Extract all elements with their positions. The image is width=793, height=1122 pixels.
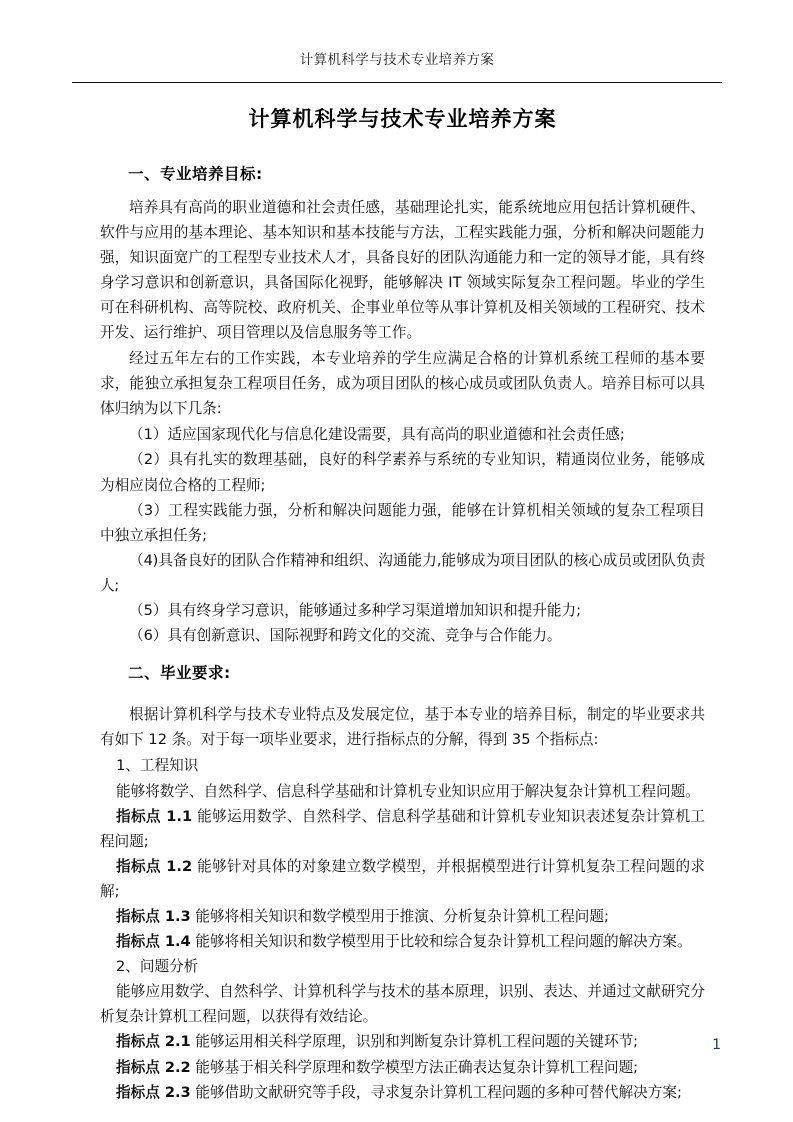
requirement-2-heading: 2、问题分析 <box>116 958 199 976</box>
indicator-2-2-text: 能够基于相关科学原理和数学模型方法正确表达复杂计算机工程问题; <box>195 1058 639 1076</box>
indicator-1-1 <box>100 804 705 854</box>
page-number: 1 <box>712 1037 721 1053</box>
header-divider <box>72 82 722 83</box>
indicator-1-2-label: 指标点 1.2 <box>116 857 193 875</box>
indicator-2-2-label: 指标点 2.2 <box>116 1058 191 1076</box>
indicator-1-4-label: 指标点 1.4 <box>116 933 191 951</box>
spacer <box>100 648 705 661</box>
indicator-1-4-text: 能够将相关知识和数学模型用于比较和综合复杂计算机工程问题的解决方案。 <box>195 933 692 951</box>
running-header-title: 计算机科学与技术专业培养方案 <box>299 52 495 68</box>
indicator-1-2-text: 能够针对具体的对象建立数学模型，并根据模型进行计算机复杂工程问题的求解; <box>100 857 706 900</box>
page-title: 计算机科学与技术专业培养方案 <box>248 107 557 131</box>
page-header <box>72 52 722 68</box>
spacer <box>100 694 705 702</box>
indicator-2-3 <box>100 1080 705 1105</box>
indicator-1-3 <box>100 904 705 929</box>
indicator-1-3-text: 能够将相关知识和数学模型用于推演、分析复杂计算机工程问题; <box>195 907 609 925</box>
section-heading-2: 二、毕业要求: <box>128 664 231 683</box>
indicator-2-1-text: 能够运用相关科学原理，识别和判断复杂计算机工程问题的关键环节; <box>195 1033 639 1051</box>
section2-intro: 根据计算机科学与技术专业特点及发展定位，基于本专业的培养目标，制定的毕业要求共有如下 12 条。对于每一项毕业要求，进行指标点的分解，得到 35 个指标点: <box>100 706 705 749</box>
document-body <box>100 104 705 1105</box>
requirement-2-description: 能够应用数学、自然科学、计算机科学与技术的基本原理，识别、表达、并通过文献研究分析复杂计算机工程问题，以获得有效结论。 <box>100 983 705 1026</box>
indicator-2-1-label: 指标点 2.1 <box>116 1033 191 1051</box>
goal-item-1: （1）适应国家现代化与信息化建设需要，具有高尚的职业道德和社会责任感; <box>129 426 625 444</box>
indicator-2-3-label: 指标点 2.3 <box>116 1083 191 1101</box>
requirement-1-description: 能够将数学、自然科学、信息科学基础和计算机专业知识应用于解决复杂计算机工程问题。 <box>116 782 700 800</box>
indicator-1-1-text: 能够运用数学、自然科学、信息科学基础和计算机专业知识表述复杂计算机工程问题; <box>100 807 706 850</box>
goal-item-5: （5）具有终身学习意识，能够通过多种学习渠道增加知识和提升能力; <box>129 602 582 620</box>
indicator-2-2 <box>100 1055 705 1080</box>
indicator-1-3-label: 指标点 1.3 <box>116 907 191 925</box>
goal-item-6: （6）具有创新意识、国际视野和跨文化的交流、竞争与合作能力。 <box>129 627 562 645</box>
indicator-1-4 <box>100 929 705 954</box>
indicator-2-3-text: 能够借助文献研究等手段，寻求复杂计算机工程问题的多种可替代解决方案; <box>195 1083 682 1101</box>
goal-item-2: （2）具有扎实的数理基础，良好的科学素养与系统的专业知识，精通岗位业务，能够成为相应岗位合格的工程师; <box>100 451 705 494</box>
goal-item-3: （3）工程实践能力强，分析和解决问题能力强，能够在计算机相关领域的复杂工程项目中独立承担任务; <box>100 501 705 544</box>
section-heading-1: 一、专业培养目标: <box>128 164 263 183</box>
indicator-1-1-label: 指标点 1.1 <box>116 807 193 825</box>
requirement-1-heading: 1、工程知识 <box>116 757 199 775</box>
section1-paragraph-1: 培养具有高尚的职业道德和社会责任感，基础理论扎实，能系统地应用包括计算机硬件、软件与应用的基本理论、基本知识和基本技能与方法，工程实践能力强，分析和解决问题能力强，知识面宽广的工程型专业技术人才，具备良好的团队沟通能力和一定的领导才能，具有终身学习意识和创新意识，具备国际化视野，能够解决 IT 领域实际复杂工程问题。毕业的学生可在科研机构、高等院校、政府机关、企事业单位等从事计算机及相关领域的工程研究、技术开发、运行维护、项目管理以及信息服务等工作。 <box>100 198 705 341</box>
indicator-2-1 <box>100 1029 705 1054</box>
section1-paragraph-2: 经过五年左右的工作实践，本专业培养的学生应满足合格的计算机系统工程师的基本要求，能独立承担复杂工程项目任务，成为项目团队的核心成员或团队负责人。培养目标可以具体归纳为以下几条: <box>100 350 705 418</box>
indicator-1-2 <box>100 854 705 904</box>
goal-item-4: （4)具备良好的团队合作精神和组织、沟通能力,能够成为项目团队的核心成员或团队负责人; <box>100 551 705 594</box>
